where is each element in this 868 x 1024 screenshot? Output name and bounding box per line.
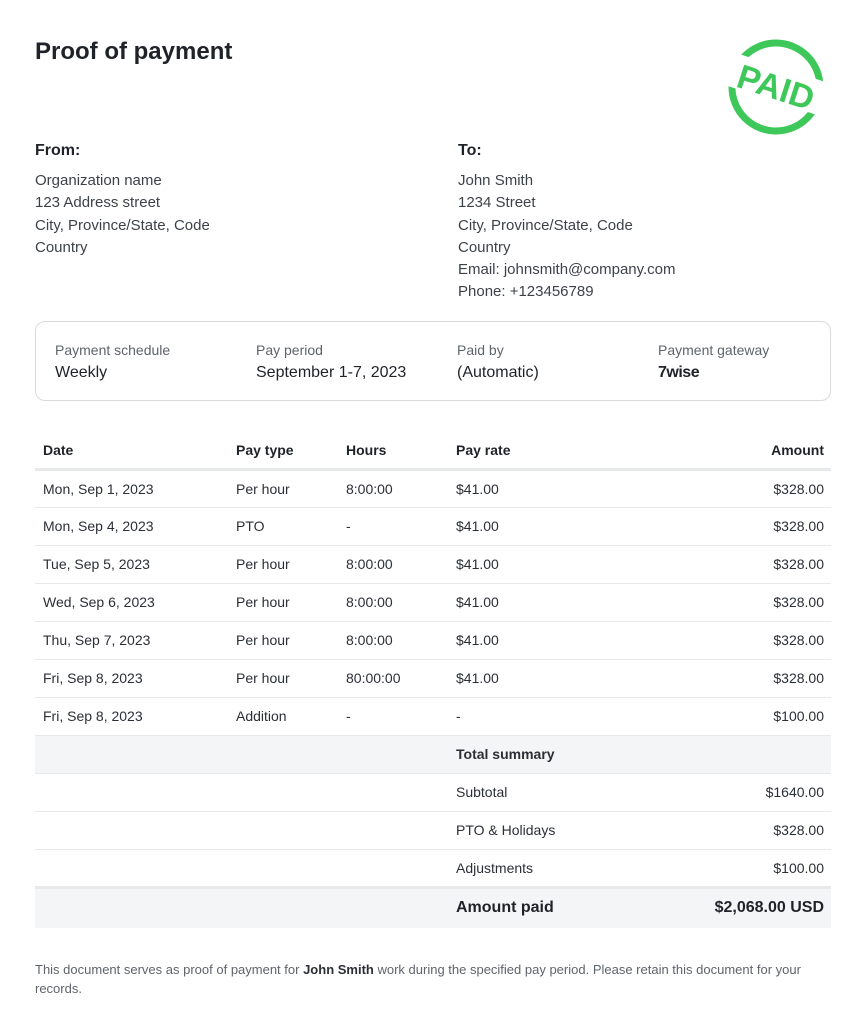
cell-amount: $328.00	[648, 621, 831, 659]
to-email: Email: johnsmith@company.com	[458, 261, 676, 279]
cell-pay-rate: $41.00	[448, 507, 648, 545]
payment-schedule	[55, 342, 170, 382]
payments-table	[35, 432, 831, 928]
from-heading: From:	[35, 142, 81, 159]
summary-header-row	[35, 735, 831, 773]
info-value: (Automatic)	[457, 364, 539, 381]
cell-hours: 8:00:00	[338, 583, 448, 621]
cell-date: Mon, Sep 4, 2023	[35, 507, 228, 545]
from-line: Organization name	[35, 172, 162, 190]
to-line: City, Province/State, Code	[458, 216, 633, 234]
cell-hours: 80:00:00	[338, 659, 448, 697]
cell-hours: 8:00:00	[338, 545, 448, 583]
cell-pay-type: Per hour	[228, 469, 338, 507]
cell-amount: $328.00	[648, 583, 831, 621]
info-value: Weekly	[55, 364, 108, 381]
cell-hours: 8:00:00	[338, 621, 448, 659]
cell-date: Fri, Sep 8, 2023	[35, 659, 228, 697]
cell-pay-type: Per hour	[228, 659, 338, 697]
cell-amount: $328.00	[648, 469, 831, 507]
cell-pay-type: Per hour	[228, 583, 338, 621]
cell-amount: $100.00	[648, 697, 831, 735]
info-value: September 1-7, 2023	[256, 364, 407, 381]
summary-row	[35, 849, 831, 887]
page-title: Proof of payment	[35, 38, 233, 65]
summary-value: $1640.00	[648, 773, 831, 811]
to-section	[458, 140, 676, 303]
cell-date: Thu, Sep 7, 2023	[35, 621, 228, 659]
cell-date: Wed, Sep 6, 2023	[35, 583, 228, 621]
summary-row	[35, 811, 831, 849]
footer-name: John Smith	[303, 962, 374, 977]
footer-text: work during the specified pay period. Please retain this document for your records.	[35, 962, 801, 996]
summary-value: $100.00	[648, 849, 831, 887]
summary-heading: Total summary	[448, 735, 648, 773]
table-row	[35, 545, 831, 583]
info-label: Payment schedule	[55, 342, 171, 358]
from-line: 123 Address street	[35, 194, 161, 212]
to-line: Country	[458, 238, 511, 256]
paid-by	[457, 342, 539, 382]
summary-row	[35, 773, 831, 811]
cell-hours: -	[338, 697, 448, 735]
footer-text: This document serves as proof of payment for	[35, 962, 304, 977]
to-line: John Smith	[458, 172, 534, 190]
summary-label: Adjustments	[448, 849, 648, 887]
cell-pay-rate: -	[448, 697, 648, 735]
cell-pay-type: Per hour	[228, 621, 338, 659]
table-row	[35, 659, 831, 697]
summary-value: $328.00	[648, 811, 831, 849]
pay-period	[256, 342, 406, 382]
table-header-row	[35, 432, 831, 469]
cell-hours: 8:00:00	[338, 469, 448, 507]
to-phone: Phone: +123456789	[458, 283, 594, 301]
info-label: Payment gateway	[658, 342, 770, 358]
table-row	[35, 621, 831, 659]
amount-paid-value: $2,068.00 USD	[648, 887, 831, 928]
cell-pay-type: PTO	[228, 507, 338, 545]
to-line: 1234 Street	[458, 194, 536, 212]
cell-pay-rate: $41.00	[448, 469, 648, 507]
col-date: Date	[35, 432, 228, 469]
from-line: Country	[35, 238, 88, 256]
summary-label: Subtotal	[448, 773, 648, 811]
paid-stamp	[722, 37, 830, 137]
footer-note	[35, 961, 835, 998]
table-row	[35, 697, 831, 735]
cell-pay-type: Per hour	[228, 545, 338, 583]
table-row	[35, 583, 831, 621]
col-hours: Hours	[338, 432, 448, 469]
amount-paid-row	[35, 887, 831, 928]
payment-gateway	[658, 342, 769, 382]
table-row	[35, 469, 831, 507]
to-heading: To:	[458, 142, 482, 159]
col-amount: Amount	[648, 432, 831, 469]
cell-date: Mon, Sep 1, 2023	[35, 469, 228, 507]
cell-date: Fri, Sep 8, 2023	[35, 697, 228, 735]
amount-paid-label: Amount paid	[448, 887, 648, 928]
from-line: City, Province/State, Code	[35, 216, 210, 234]
from-section	[35, 140, 210, 259]
payment-info-card	[35, 321, 831, 401]
cell-amount: $328.00	[648, 545, 831, 583]
table-row	[35, 507, 831, 545]
wise-logo: 7wise	[658, 364, 700, 381]
summary-label: PTO & Holidays	[448, 811, 648, 849]
col-pay-type: Pay type	[228, 432, 338, 469]
cell-pay-rate: $41.00	[448, 545, 648, 583]
cell-pay-rate: $41.00	[448, 659, 648, 697]
col-pay-rate: Pay rate	[448, 432, 648, 469]
info-label: Pay period	[256, 342, 323, 358]
cell-pay-type: Addition	[228, 697, 338, 735]
cell-amount: $328.00	[648, 659, 831, 697]
svg-text:PAID: PAID	[732, 57, 819, 119]
cell-pay-rate: $41.00	[448, 621, 648, 659]
cell-date: Tue, Sep 5, 2023	[35, 545, 228, 583]
cell-amount: $328.00	[648, 507, 831, 545]
cell-pay-rate: $41.00	[448, 583, 648, 621]
info-label: Paid by	[457, 342, 504, 358]
cell-hours: -	[338, 507, 448, 545]
